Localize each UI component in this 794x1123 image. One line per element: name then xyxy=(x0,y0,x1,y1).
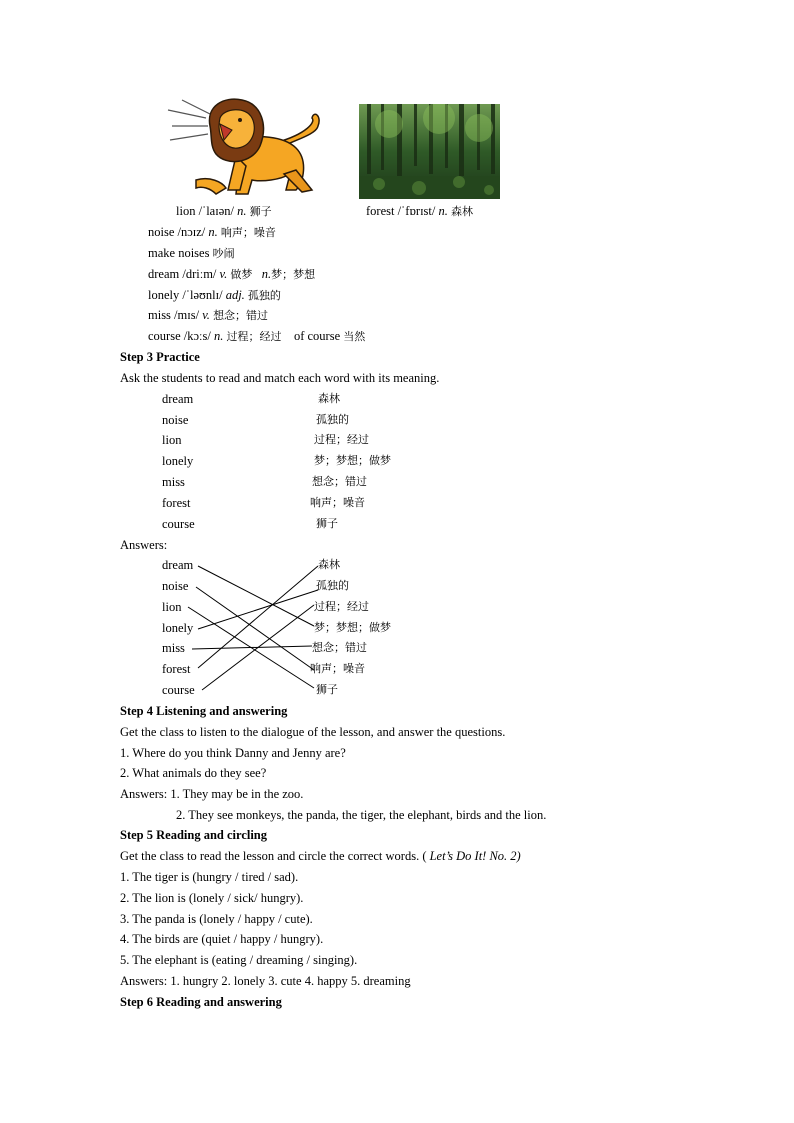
answers-label: Answers: xyxy=(120,538,168,552)
practice-meaning: 响声；噪音 xyxy=(310,496,365,509)
step5-instruction-text: Get the class to read the lesson and circle the correct words. ( xyxy=(120,849,427,863)
match-line-forest xyxy=(198,566,318,668)
forest-meaning: 森林 xyxy=(451,205,473,218)
match-line-noise xyxy=(196,587,314,670)
step5-item: 2. The lion is (lonely / sick/ hungry). xyxy=(120,891,304,905)
vocab-miss-pos: v. xyxy=(202,308,210,322)
forest-word: forest /ˈfɒrɪst/ xyxy=(366,204,436,218)
step3-instruction: Ask the students to read and match each word with its meaning. xyxy=(120,371,440,385)
vocab-lonely-meaning: 孤独的 xyxy=(247,289,281,302)
answer-meaning: 响声；噪音 xyxy=(310,662,365,675)
vocab-miss-word: miss /mɪs/ xyxy=(148,308,200,322)
step4-heading: Step 4 Listening and answering xyxy=(120,704,288,718)
forest-pos: n. xyxy=(438,204,448,218)
answer-meaning: 想念；错过 xyxy=(312,641,367,654)
vocab-dream-word: dream /driːm/ xyxy=(148,267,217,281)
step4-question-1: 1. Where do you think Danny and Jenny are? xyxy=(120,746,346,760)
vocab-dream-meaning: 做梦 xyxy=(230,268,253,281)
step4-answer-2: 2. They see monkeys, the panda, the tiger, the elephant, birds and the lion. xyxy=(176,808,547,822)
step5-heading: Step 5 Reading and circling xyxy=(120,828,268,842)
vocab-make-noises-word: make noises xyxy=(148,246,210,260)
vocab-miss-meaning: 想念；错过 xyxy=(213,309,269,322)
answer-word: miss xyxy=(162,641,185,655)
practice-word: course xyxy=(162,517,195,531)
practice-meaning: 森林 xyxy=(318,392,340,405)
practice-word: lonely xyxy=(162,454,194,468)
practice-meaning: 孤独的 xyxy=(316,413,349,426)
answer-meaning: 孤独的 xyxy=(316,579,349,592)
lion-word: lion /ˈlaɪən/ xyxy=(176,204,234,218)
answer-word: forest xyxy=(162,662,191,676)
vocab-lonely-word: lonely /ˈləʊnlɪ/ xyxy=(148,288,223,302)
vocab-course-word: course /kɔːs/ xyxy=(148,329,211,343)
match-line-lonely xyxy=(198,590,318,629)
practice-meaning: 想念；错过 xyxy=(312,475,367,488)
step5-item: 4. The birds are (quiet / happy / hungry). xyxy=(120,932,324,946)
step5-answers: Answers: 1. hungry 2. lonely 3. cute 4. happy 5. dreaming xyxy=(120,974,411,988)
answer-word: lonely xyxy=(162,621,194,635)
vocab-course-pos: n. xyxy=(213,329,224,343)
practice-meaning: 过程；经过 xyxy=(314,433,369,446)
practice-meaning: 狮子 xyxy=(316,517,338,530)
step3-heading: Step 3 Practice xyxy=(120,350,200,364)
step5-instruction-ref: Let’s Do It! No. 2) xyxy=(429,849,521,863)
step5-item: 3. The panda is (lonely / happy / cute). xyxy=(120,912,313,926)
answer-meaning: 森林 xyxy=(318,558,340,571)
vocab-noise-pos: n. xyxy=(208,225,218,239)
practice-word: miss xyxy=(162,475,185,489)
answer-meaning: 梦；梦想；做梦 xyxy=(314,621,391,634)
lion-pos: n. xyxy=(237,204,247,218)
step6-heading: Step 6 Reading and answering xyxy=(120,995,282,1009)
answer-word: dream xyxy=(162,558,194,572)
vocab-course-extra-meaning: 当然 xyxy=(343,330,366,343)
answer-word: noise xyxy=(162,579,189,593)
lion-meaning: 狮子 xyxy=(249,205,272,218)
vocab-course-extra: of course xyxy=(293,329,341,343)
practice-word: dream xyxy=(162,392,194,406)
step4-answer-1: Answers: 1. They may be in the zoo. xyxy=(120,787,304,801)
step5-item: 1. The tiger is (hungry / tired / sad). xyxy=(120,870,299,884)
step5-item: 5. The elephant is (eating / dreaming / singing). xyxy=(120,953,358,967)
practice-word: forest xyxy=(162,496,191,510)
practice-word: lion xyxy=(162,433,182,447)
step4-question-2: 2. What animals do they see? xyxy=(120,766,267,780)
vocab-dream-meaning2: 梦；梦想 xyxy=(271,268,316,281)
vocab-dream-pos2: n. xyxy=(261,267,272,281)
answer-word: course xyxy=(162,683,195,697)
practice-word: noise xyxy=(162,413,189,427)
answer-meaning: 狮子 xyxy=(316,683,338,696)
vocab-course-meaning: 过程；经过 xyxy=(226,330,282,343)
answer-word: lion xyxy=(162,600,182,614)
vocab-dream-pos: v. xyxy=(219,267,228,281)
vocab-make-noises-meaning: 吵闹 xyxy=(212,247,235,260)
step5-instruction xyxy=(120,848,521,864)
vocab-noise-meaning: 响声；噪音 xyxy=(220,226,276,239)
vocab-lonely-pos: adj. xyxy=(225,288,245,302)
vocab-noise-word: noise /nɔɪz/ xyxy=(148,225,206,239)
answer-meaning: 过程；经过 xyxy=(314,600,369,613)
match-line-dream xyxy=(198,566,314,626)
step4-instruction: Get the class to listen to the dialogue of the lesson, and answer the questions. xyxy=(120,725,506,739)
practice-meaning: 梦；梦想；做梦 xyxy=(314,454,391,467)
